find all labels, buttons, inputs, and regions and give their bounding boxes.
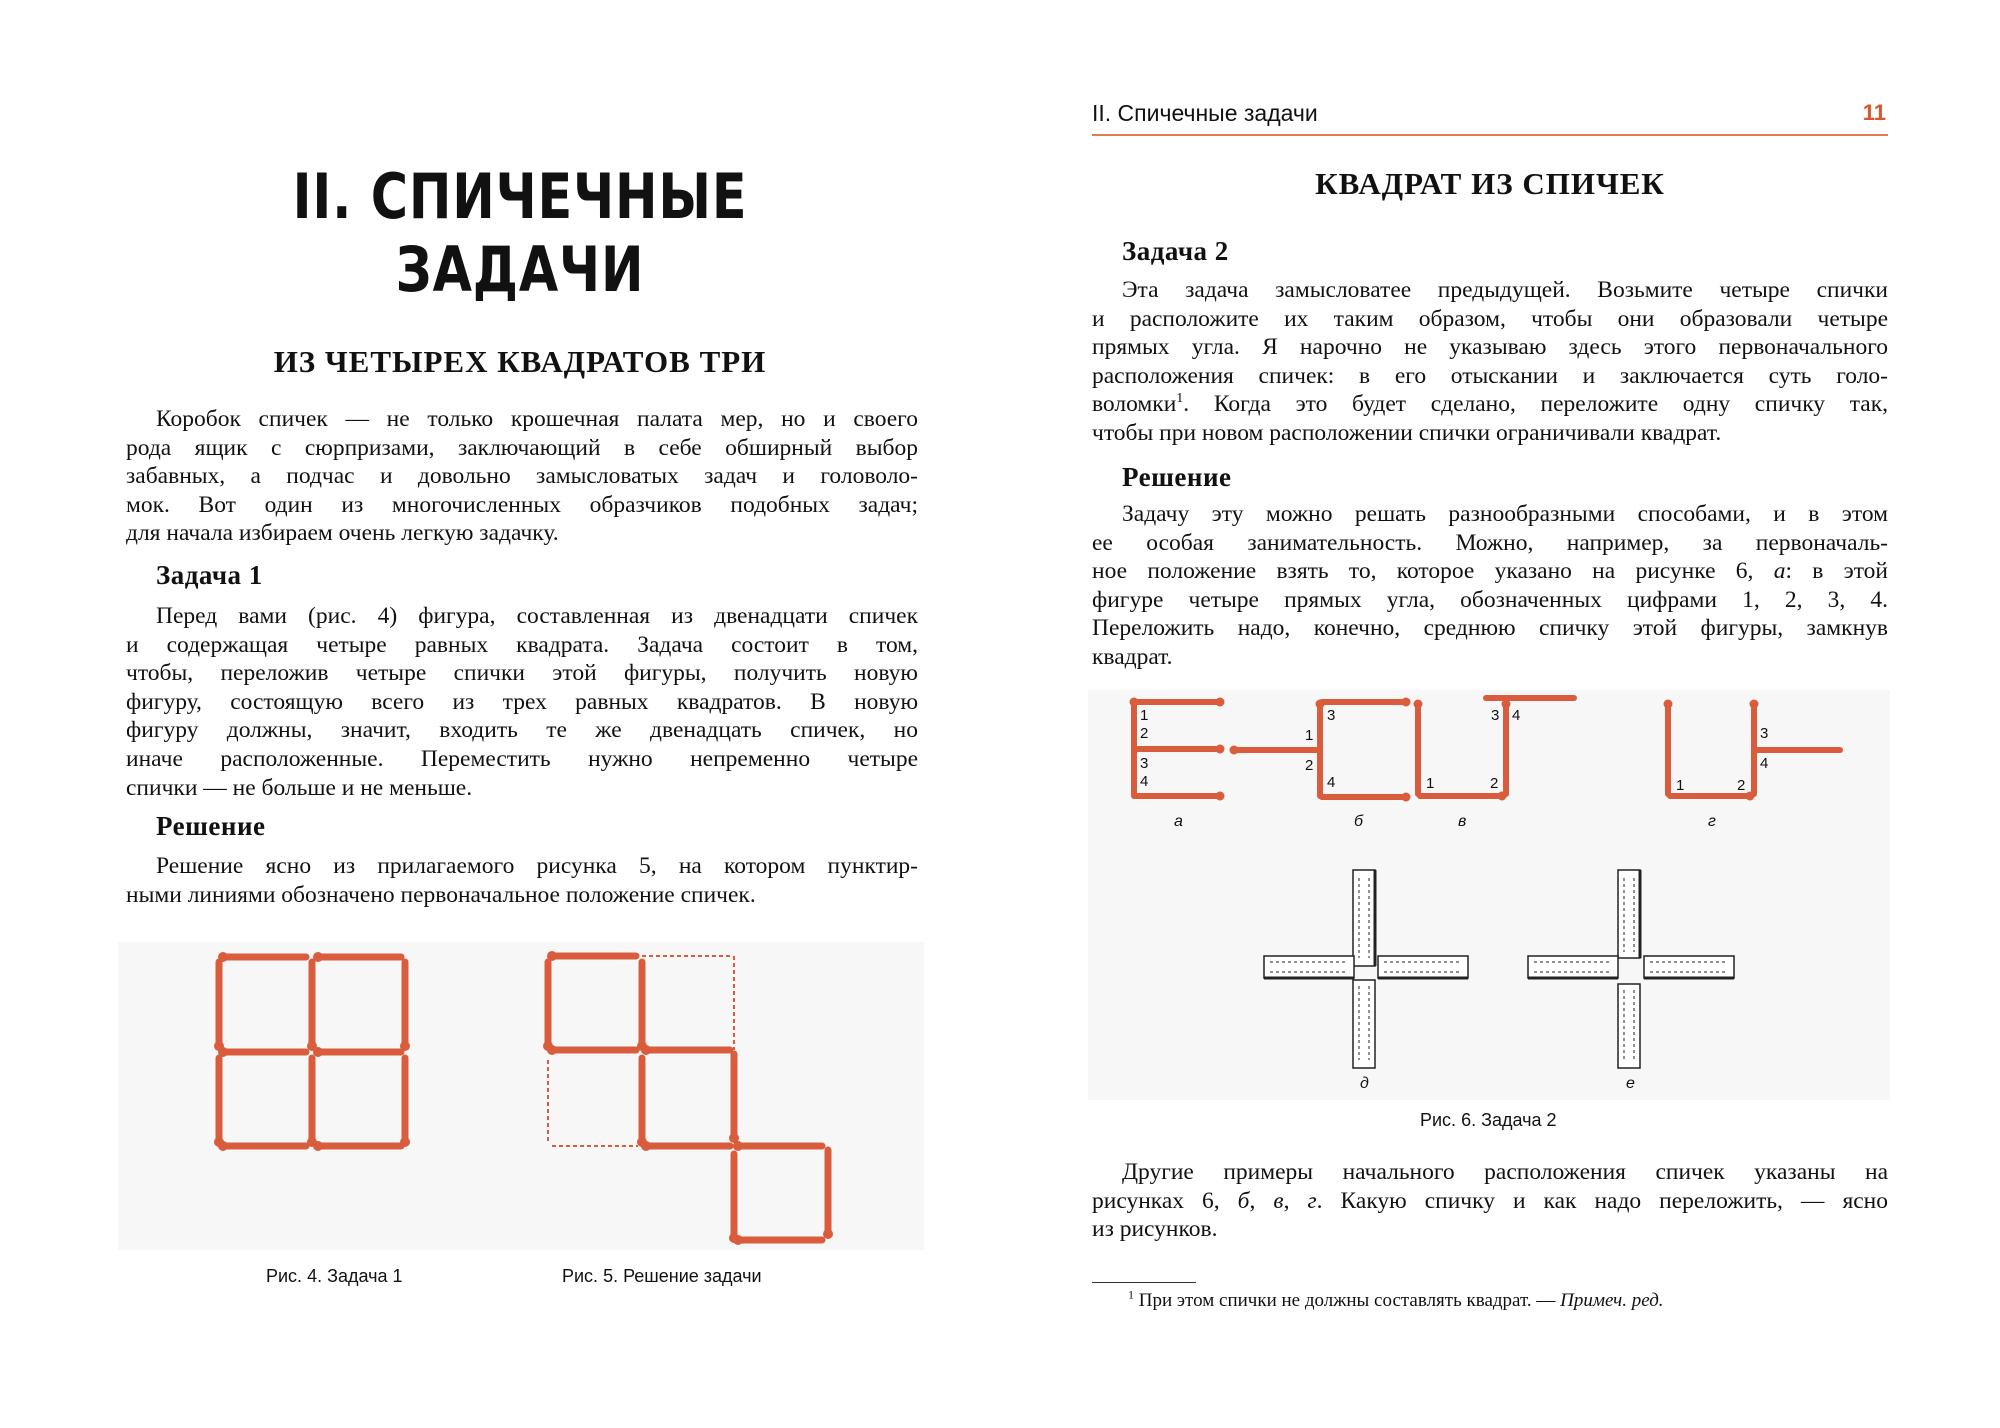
solution1-paragraph	[126, 852, 918, 909]
text-line: ное положение взять то, которое указано на рисунке 6, а: в этой	[1092, 558, 1888, 585]
text-line: чтобы, переложив четыре спички этой фигуры, получить новую	[126, 660, 918, 687]
svg-text:в: в	[1458, 813, 1467, 830]
svg-text:3: 3	[1760, 725, 1769, 742]
svg-text:4: 4	[1327, 774, 1336, 791]
footnote: $^1$ При этом спички не должны составлять квадрат. — Примеч. ред.	[1128, 1287, 1664, 1311]
section-title-match-square: КВАДРАТ ИЗ СПИЧЕК	[1315, 166, 1665, 201]
svg-text:2: 2	[1305, 757, 1314, 774]
svg-text:а: а	[1174, 813, 1183, 830]
svg-text:1: 1	[1676, 777, 1685, 794]
text-line: для начала избираем очень легкую задачку.	[126, 520, 559, 547]
text-line: рода ящик с сюрпризами, заключающий в себе обширный выбор	[126, 434, 918, 461]
text-line: ее особая занимательность. Можно, например, за первоначаль-	[1092, 529, 1888, 556]
other-examples-paragraph	[1092, 1158, 1888, 1244]
text-line: фигуру должны, значит, входить те же двенадцать спичек, но	[126, 717, 918, 744]
task2-paragraph	[1092, 276, 1888, 448]
task1-heading: Задача 1	[156, 560, 263, 590]
text-line: фигуре четыре прямых угла, обозначенных цифрами 1, 2, 3, 4.	[1092, 586, 1888, 613]
svg-text:4: 4	[1512, 707, 1521, 724]
footnote-reference[interactable]: 1	[1176, 391, 1184, 407]
footnote-editor-note: Примеч. ред.	[1560, 1290, 1664, 1311]
svg-text:4: 4	[1760, 755, 1769, 772]
text-line: Перед вами (рис. 4) фигура, составленная из двенадцати спичек	[156, 603, 918, 629]
running-title: II. Спичечные задачи	[1092, 100, 1318, 126]
intro-paragraph	[126, 405, 918, 548]
text-line: Эта задача замысловатее предыдущей. Возьмите четыре спички	[1122, 277, 1888, 303]
section-title-four-squares: ИЗ ЧЕТЫРЕХ КВАДРАТОВ ТРИ	[273, 344, 767, 379]
svg-text:3: 3	[1491, 707, 1500, 724]
solution1-heading: Решение	[156, 811, 266, 841]
text-line: воломки$^1$. Когда это будет сделано, переложите одну спичку так,	[1092, 391, 1888, 418]
page-number: 11	[1862, 100, 1886, 125]
text-line: Решение ясно из прилагаемого рисунка 5, на котором пунктир-	[156, 853, 918, 879]
svg-text:д: д	[1360, 1075, 1369, 1092]
running-header	[1092, 100, 1888, 136]
text-line: иначе расположенные. Переместить нужно непременно четыре	[126, 745, 918, 772]
text-line: чтобы при новом расположении спички ограничивали квадрат.	[1092, 419, 1722, 446]
text-line: расположения спичек: в его отыскании и заключается суть голо-	[1092, 362, 1888, 389]
svg-text:2: 2	[1490, 775, 1499, 792]
svg-text:1: 1	[1140, 707, 1149, 724]
right-page	[1000, 0, 2000, 1428]
svg-text:1: 1	[1305, 727, 1314, 744]
caption-fig4: Рис. 4. Задача 1	[266, 1266, 403, 1286]
svg-text:б: б	[1354, 813, 1363, 830]
svg-text:3: 3	[1327, 707, 1336, 724]
text-line: Коробок спичек — не только крошечная палата мер, но и своего	[156, 406, 918, 432]
text-line: и расположите их таким образом, чтобы они образовали четыре	[1092, 305, 1888, 332]
text-line: Другие примеры начального расположения спичек указаны на	[1122, 1159, 1888, 1185]
footnote-rule	[1092, 1282, 1196, 1283]
svg-text:г: г	[1708, 813, 1716, 830]
solution2-paragraph	[1092, 500, 1888, 672]
text-line: из рисунков.	[1092, 1216, 1218, 1243]
text-line: прямых угла. Я нарочно не указываю здесь этого первоначального	[1092, 334, 1888, 361]
svg-text:2: 2	[1140, 725, 1149, 742]
svg-text:4: 4	[1140, 773, 1149, 790]
svg-text:3: 3	[1140, 755, 1149, 772]
chapter-title: II. СПИЧЕЧНЫЕ ЗАДАЧИ	[292, 160, 748, 306]
footnote-number: 1	[1128, 1287, 1134, 1302]
solution2-heading: Решение	[1122, 462, 1232, 492]
text-line: фигуру, состоящую всего из трех равных квадратов. В новую	[126, 688, 918, 715]
text-line: квадрат.	[1092, 643, 1173, 670]
text-line: спички — не больше и не меньше.	[126, 774, 473, 801]
svg-text:2: 2	[1737, 777, 1746, 794]
svg-text:е: е	[1626, 1075, 1635, 1092]
text-line: Задачу эту можно решать разнообразными способами, и в этом	[1122, 501, 1888, 527]
text-line: рисунках 6, б, в, г. Какую спичку и как надо переложить, — ясно	[1092, 1187, 1889, 1214]
text-line: и содержащая четыре равных квадрата. Задача состоит в том,	[126, 631, 918, 658]
figures-4-5	[118, 942, 924, 1250]
figure-6	[1088, 690, 1890, 1100]
caption-fig5: Рис. 5. Решение задачи	[562, 1266, 762, 1286]
svg-text:1: 1	[1426, 775, 1435, 792]
task1-paragraph	[126, 602, 918, 802]
task2-heading: Задача 2	[1122, 236, 1229, 266]
text-line: забавных, а подчас и довольно замысловатых задач и головоло-	[126, 463, 918, 490]
text-line: ными линиями обозначено первоначальное положение спичек.	[126, 881, 756, 908]
caption-fig6: Рис. 6. Задача 2	[1420, 1110, 1557, 1130]
text-line: Переложить надо, конечно, среднюю спичку этой фигуры, замкнув	[1092, 615, 1888, 642]
text-line: мок. Вот один из многочисленных образчиков подобных задач;	[126, 491, 918, 518]
